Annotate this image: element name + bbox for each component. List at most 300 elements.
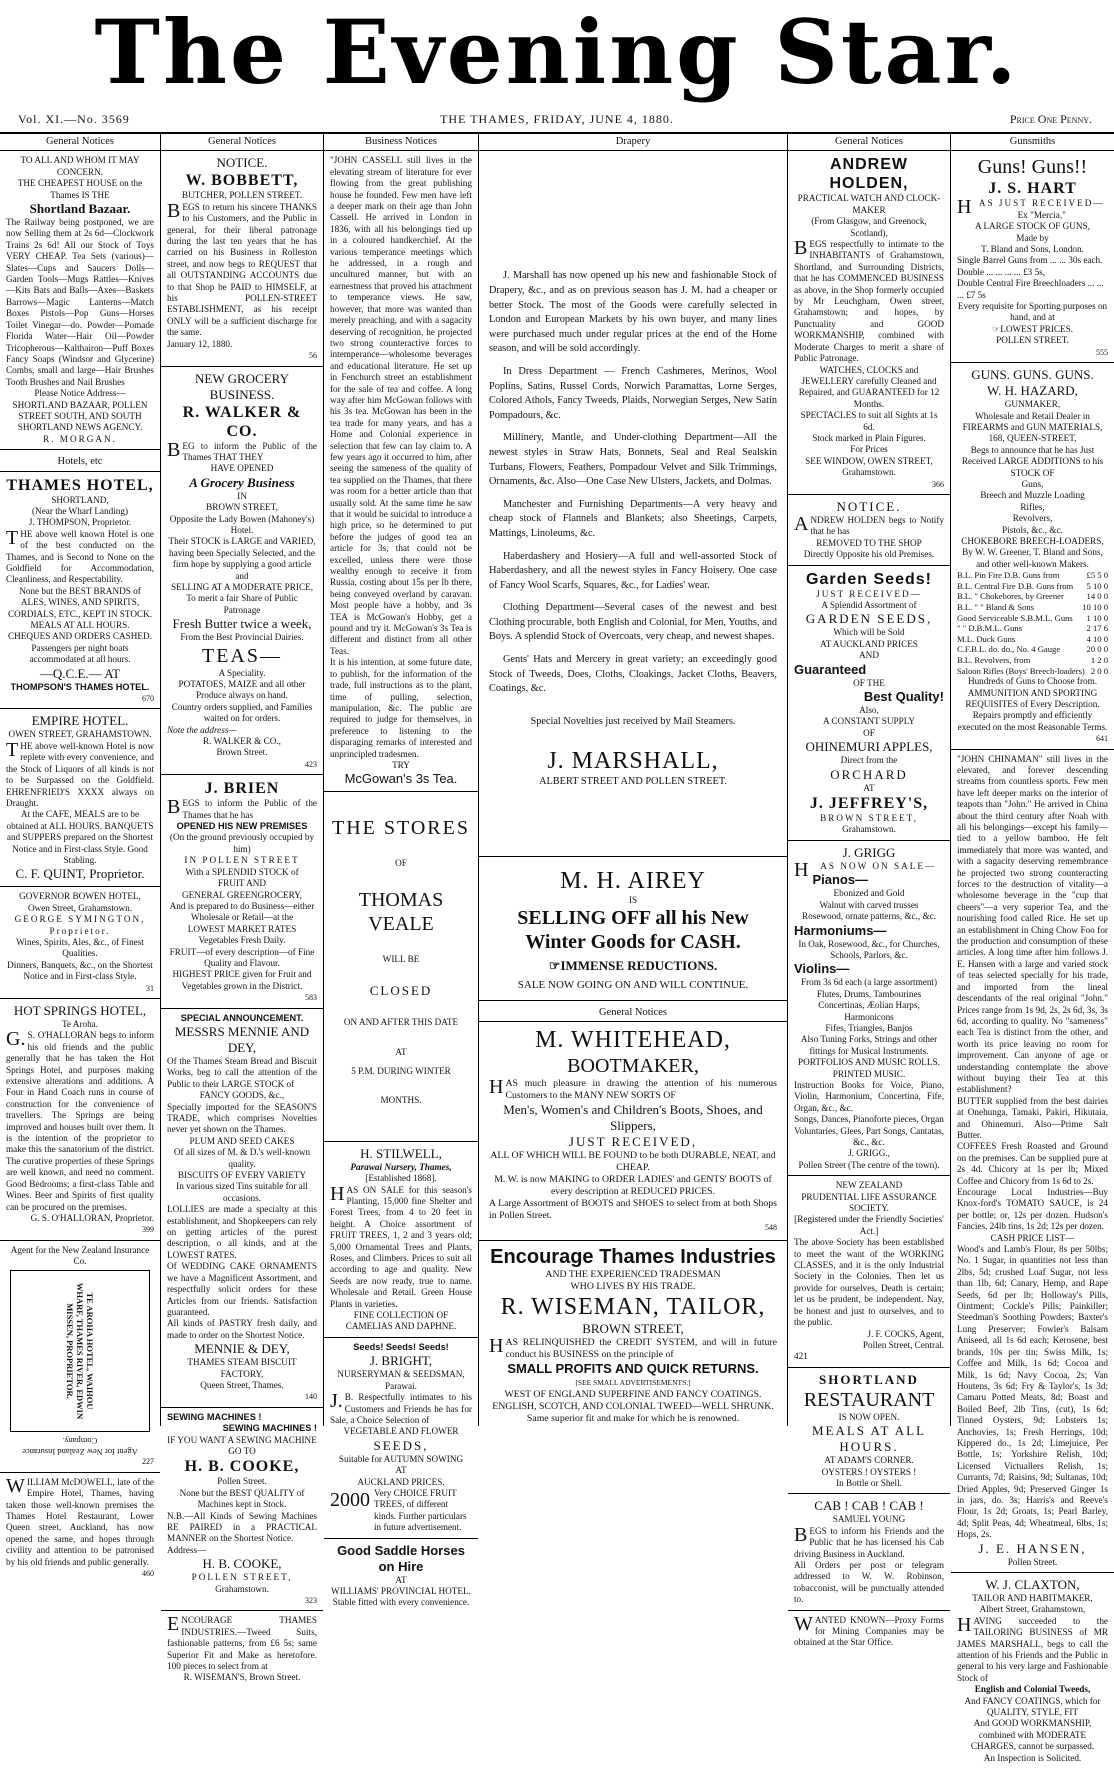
ad-text: AT AUCKLAND PRICES: [820, 638, 918, 649]
price-row: M.L. Duck Guns 4 10 0: [957, 633, 1108, 644]
ad-title: Guaranteed: [794, 661, 867, 677]
ad-body: "JOHN CHINAMAN" still lives in the elevated, and forever descending streams from countless sports. Few men have left deeper marks on the interior of teapots than "John." He arrived in China about the third century after Noah with all his belongings—except his family—tied to a yellow bamboo. He felt immediately that more was wanted, and with a sagacity deserving remembrance he projected two strong counteracting forces to the destruction of vitality—a wholesome beverage in the "cup that cheers"—a very superior Tea, and the nourishing food called Rice. He set up an establishment in Ching Chow Foo for the production and consumption of these articles. A long time after him follows J. E. Hansen with a large and varied stock of teas selected specially for his trade, and imported from the lineal descendants of the real original "John." Prices range from 1s 9d, 2s, 2s 6d, 3s, 3s 6d, according to quality. No "sameness" each Tea is distinct from the other, and worth its price leaving no room for improvement. Can anyone of age or understanding contemplate the above without buying their Tea at this establishment?: [957, 753, 1108, 1095]
ad-title: NOTICE.: [836, 498, 902, 514]
section-header: General Notices: [0, 134, 160, 151]
ad-text: Concertinas, Æolian Harps, Harmonicons: [818, 1000, 920, 1022]
ad-text: BROWN STREET,: [820, 813, 918, 824]
ad-body: Specially imported for the SEASON'S TRADE, which comprises Novelties never yet shown on the Thames.: [167, 1101, 317, 1135]
price-row: Saloon Rifles (Boys' Breech-loaders) 2 0 0: [957, 665, 1108, 676]
ad-title: Garden Seeds!: [806, 570, 932, 588]
ad-number: 399: [142, 1225, 154, 1235]
ad-body: Instruction Books for Voice, Piano, Violin, Harmonium, Concertina, Fife, Organ, &c., &c.: [794, 1079, 944, 1113]
ad-body: Of the Thames Steam Bread and Biscuit Works, beg to call the attention of the Public to their LARGE STOCK of: [167, 1055, 317, 1089]
ad-text: By W. W. Greener, T. Bland and Sons, and other well-known Makers.: [962, 547, 1103, 569]
stilwell-nursery-ad: [324, 1146, 478, 1338]
ad-text: Fifes, Triangles, Banjos: [825, 1022, 913, 1033]
ad-text: TAILOR AND HABITMAKER,: [972, 1593, 1093, 1603]
price-row: B.L. " " Bland & Sons 10 10 0: [957, 601, 1108, 612]
ad-title: MESSRS MENNIE AND DEY,: [174, 1023, 310, 1055]
ad-title: Encourage Thames Industries: [490, 1246, 776, 1269]
hazard-gunmaker-ad: [951, 367, 1114, 749]
ad-text: A LARGE STOCK OF GUNS,: [975, 221, 1090, 232]
ad-text: AT: [395, 1574, 407, 1585]
ad-body: HAS ON SALE for this season's Planting, 15,000 fine Shelter and Forest Trees, from 4 to 20 feet in height. A Choice assortment of FRUIT TREES, 1, 2 and 3 years old; 5,000 Ornamental Trees and Plants, Roses, and Climbers. Prices to suit all according to age and quality. New Seeds are now ready, true to name. Wholesale and Retail. Green House Plants in varieties.: [330, 1182, 472, 1309]
ad-text: OF: [863, 727, 875, 738]
issue-price: Price One Penny.: [1009, 112, 1092, 126]
ad-number: 423: [305, 759, 317, 769]
ad-title: McGowan's 3s Tea.: [344, 771, 458, 787]
governor-bowen-hotel-ad: [0, 891, 160, 999]
ad-body: The Railway being postponed, we are now Selling them at 2s 6d—Clockwork Trains 2s 6d! All our Stock of Toys VERY CHEAP. Tea Sets (various)—Slates—Cups and Saucers Dolls—Garden Tools—Mugs Rattles—Knives—Kits Bats and Balls—Axes—Baskets Barrows—Magic Lanterns—Match Boxes Pistols—Pop Guns—Horses Toilet Vinegar—do. Powder—Pomade Florida Water—Hair Oil—Powder Tricopherous—Kalthairon—Puff Boxes Fancy Soaps (Windsor and Glycerine) Combs, small and large—Hair Brushes Tooth Brushes and Nail Brushes: [6, 217, 154, 387]
ad-signature: J. F. COCKS, Agent,: [867, 1328, 944, 1339]
ad-body: "JOHN CASSELL still lives in the elevating stream of literature for ever flowing from the great publishing house he founded. Few men have left a deeper mark on their age than John Cassell. He arrived in London in 1836, with all his belongings tied up in a coloured handkerchief. At the various temperance meetings which he addressed, in a rough and uncultured manner, but with an earnestness that proved his attachment to temperance views. He saw, however, that more was wanted than merely preaching, and with a sagacity deserving of recognition, he projected two strong counteractive forces to intemperance—wholesome beverages and educational literature. He set up in Fenchurch street an establishment for the sale of tea and coffee. A long way after him McGowan follows with his 3s tea. McGowan has been in the tea trade for many years, and has a Home and Colonial experience in selection that few can lay claim to. A few years ago it occurred to him, after seeing the sameness of the quality of tea supplied on the Thames, that there was room for a better article than that usually sold. At the same time he saw that it would be suicidal to introduce a high price, so he determined to put before the judges of good tea an article for 3s, that could not be excelled, unless there were those wealthy enough to receive it from Russia, costing about 15s per lb there, being conveyed overland by caravan. Most people have a hobby, and 3s TEA is McGowan's Hobby, get a pound and try it. McGowan's 3s Tea is different and distinct from all other Teas.: [330, 155, 472, 656]
ad-title: EMPIRE HOTEL.: [31, 713, 129, 729]
ad-text: Grahamstown.: [215, 1583, 269, 1594]
ad-title: M. WHITEHEAD,: [535, 1027, 731, 1054]
masthead: [0, 0, 1114, 108]
ad-text: 5 P.M. DURING WINTER: [351, 1065, 451, 1076]
ad-date: January 12, 1880.: [167, 338, 233, 349]
ad-text: FRUIT—of every description—of Fine Quality and Flavour.: [169, 946, 315, 968]
claxton-tailor-ad: [951, 1577, 1114, 1768]
ad-text: Flutes, Drums, Tambourines: [816, 988, 922, 999]
ad-text: GUNMAKER,: [1004, 399, 1061, 410]
ad-number-big: 2000: [330, 1488, 370, 1511]
ad-body: Clothing Department—Several cases of the newest and best Clothing procurable, both English and Colonial, for Men, Youths, and Boys. A splendid Stock of Overcoats, very cheap, and newest shapes.: [489, 602, 777, 643]
ad-text: Which will be Sold: [833, 627, 905, 638]
ad-body: Millinery, Mantle, and Under-clothing Department—All the newest styles in Straw Hats, Bonnets, Seal and Real Sealskin Turbans, Flowers, Feathers, Pompadour Velvet and Silk Trimmings, Ornaments, &c. Also—One Case New Ulsters, Jackets, and Dolmas.: [489, 432, 777, 488]
ad-text: AT: [395, 1046, 407, 1057]
ad-text: Vegetables Fresh Daily.: [198, 935, 286, 946]
ad-text: In Oak, Rosewood, &c., for Churches, Schools, Parlors, &c.: [798, 938, 940, 960]
ad-text: Of all sizes of M. & D.'s well-known quality.: [173, 1147, 311, 1169]
ad-text: AT: [863, 782, 875, 793]
ad-title: Seeds! Seeds! Seeds!: [353, 1341, 449, 1352]
ad-text: IF YOU WANT A SEWING MACHINE: [167, 1434, 317, 1445]
ad-text: Double Central Fire Breechloaders ... ... ... £7 5s: [957, 278, 1104, 300]
ad-text: SALE NOW GOING ON AND WILL CONTINUE.: [517, 979, 749, 992]
ad-text: Directly Opposite his old Premises.: [803, 549, 935, 560]
ad-text: AND THE EXPERIENCED TRADESMAN: [545, 1269, 721, 1281]
ad-text: HAVE OPENED: [210, 463, 274, 474]
holden-watchmaker-ad: [788, 155, 950, 495]
te-aroha-hotel-ad: [0, 1245, 160, 1473]
ad-text: THE CHEAPEST HOUSE on the Thames IS THE: [17, 178, 143, 200]
ad-text: M. W. is now MAKING to ORDER LADIES' and GENTS' BOOTS of every description at REDUCED PRICES.: [494, 1174, 772, 1198]
ad-body: BEGS to inform the Public of the Thames that he has: [167, 796, 317, 820]
ad-text: 168, QUEEN-STREET,: [988, 433, 1077, 444]
volume-number: Vol. XI.—No. 3569: [18, 112, 130, 126]
column-2: [161, 134, 324, 1683]
ad-text: GARDEN SEEDS,: [805, 611, 933, 627]
ad-title: SHORTLAND: [819, 1371, 919, 1387]
ad-text: A Speciality.: [218, 667, 266, 678]
ad-text: OPENED HIS NEW PREMISES: [176, 821, 308, 832]
ad-body: WILLIAM McDOWELL, late of the Empire Hotel, Thames, having taken those well-known premises the Thames Hotel Restaurant, Lower Queen street, Auckland, has now opened the same, and hopes through civility and attention to be patronised by his old friends and public generally.: [6, 1474, 154, 1567]
ad-number: 140: [305, 1392, 317, 1402]
ad-text: AUCKLAND PRICES.: [357, 1476, 445, 1487]
ad-text: Ebonized and Gold: [833, 888, 905, 899]
ad-title: W. J. CLAXTON,: [985, 1577, 1080, 1592]
thomas-veale-ad: [324, 796, 478, 1141]
ad-title: Shortland Bazaar.: [29, 201, 131, 217]
ad-text: English and Colonial Tweeds,: [974, 1684, 1091, 1695]
ad-text: Fresh Butter twice a week,: [172, 616, 312, 632]
ad-text: JUST RECEIVED—: [816, 588, 922, 599]
ad-text: Breech and Muzzle Loading: [980, 490, 1085, 501]
column-3: [324, 134, 479, 1608]
ad-text: THOMPSON'S THAMES HOTEL.: [10, 681, 150, 692]
ad-body: BEGS to return his sincere THANKS to his Customers, and the Public in general, for their liberal patronage during the last ten years that he has carried on his Business in Rolleston street, and now begs to REQUEST that all OUTSTANDING ACCOUNTS due to that Shop be PAID to HIMSELF, at his POLLEN-STREET ESTABLISHMENT, as his receipt ONLY will be a sufficient discharge for the same.: [167, 199, 317, 338]
ad-title: BOOTMAKER,: [567, 1055, 699, 1078]
ad-title: THE STORES: [332, 817, 470, 840]
prudential-assurance-ad: [788, 1180, 950, 1368]
ad-signature: G. S. O'HALLORAN, Proprietor.: [30, 1212, 154, 1223]
ad-text: Stable fitted with every convenience.: [332, 1597, 470, 1608]
ad-title: Good Saddle Horses: [337, 1542, 465, 1558]
masthead-title: The Evening Star.: [94, 0, 1020, 104]
ad-text: ALBERT STREET AND POLLEN STREET.: [539, 776, 727, 788]
ad-text: And is prepared to do Business—either Wholesale or Retail—at the: [169, 900, 315, 923]
ad-text: Agent for the New Zealand Insurance Co.: [10, 1244, 150, 1267]
ad-title: J. GRIGG: [842, 844, 896, 860]
ad-title: SPECIAL ANNOUNCEMENT.: [180, 1012, 304, 1023]
ad-body: BUTTER supplied from the best dairies at Onehunga, Tamaki, Pakiri, Hikutaia, and Ohinemuri. Also—Prime Salt Butter.: [957, 1095, 1108, 1140]
wiseman-tailor-ad: [479, 1245, 787, 1431]
ad-text: GO TO: [228, 1445, 256, 1456]
price-row: B.L. Central Fire D.B. Guns from 5 10 0: [957, 580, 1108, 591]
ad-text: Pollen Street (The centre of the town).: [798, 1159, 940, 1170]
ad-text: SEEDS,: [373, 1437, 429, 1453]
ad-text: IN: [237, 490, 247, 501]
ad-body: BEGS to inform his Friends and the Public that he has licensed his Cab driving Business in Auckland.: [794, 1523, 944, 1559]
ad-text: HAS NOW ON SALE—: [794, 858, 937, 881]
section-header: General Notices: [161, 134, 323, 151]
ad-text: [Established 1868].: [365, 1173, 437, 1184]
ad-text: FINE COLLECTION OF CAMELIAS AND DAPHNE.: [345, 1310, 457, 1332]
ad-title: H. STILWELL,: [360, 1145, 442, 1161]
ad-text: Wines, Spirits, Ales, &c., of Finest Qualities.: [16, 936, 144, 959]
ad-text: Every requisite for Sporting purposes on hand, and at: [957, 301, 1108, 323]
ad-text: BROWN STREET,: [206, 502, 278, 513]
ad-text: Passengers per night boats accommodated at all hours.: [29, 642, 131, 665]
ad-text: JUST RECEIVED,: [568, 1134, 698, 1150]
ad-title: GOVERNOR BOWEN HOTEL,: [19, 891, 141, 902]
ad-title: Pianos—: [812, 872, 869, 888]
ad-number: 227: [142, 1457, 154, 1467]
ad-text: POTATOES, MAIZE and all other Produce always on hand.: [178, 679, 306, 701]
section-header: General Notices: [479, 1005, 787, 1022]
price-row: B.L. Pin Fire D.B. Guns from £5 5 0: [957, 570, 1108, 581]
ad-signature: C. F. QUINT, Proprietor.: [15, 866, 145, 882]
ad-text: None but the BEST BRANDS of ALES, WINES, AND SPIRITS, CORDIALS, ETC., KEPT IN STOCK.: [7, 585, 153, 619]
ad-text: [SEE SMALL ADVERTISEMENTS.]: [575, 1378, 691, 1388]
ad-title: SEWING MACHINES !: [167, 1411, 262, 1422]
ad-text: BISCUITS OF EVERY VARIETY: [177, 1170, 307, 1181]
pointing-hand-icon: ☞: [991, 323, 1001, 334]
shortland-bazaar-ad: [0, 155, 160, 450]
column-4: [479, 134, 788, 1426]
ad-text: None but the BEST QUALITY of Machines kept in Stock.: [179, 1487, 305, 1510]
ad-number: 421: [794, 1351, 808, 1362]
ad-signature: R. WISEMAN'S, Brown Street.: [183, 1672, 301, 1683]
price-row: B.L. Revolvers, from 1 2 0: [957, 654, 1108, 665]
ad-title: GUNS. GUNS. GUNS.: [971, 367, 1094, 383]
price-row: Good Serviceable S.B.M.L. Guns 1 10 0: [957, 612, 1108, 623]
ad-number: 366: [932, 479, 944, 489]
ad-body: HAS RELINQUISHED the CREDIT SYSTEM, and will in future conduct his BUSINESS on the principle of: [489, 1335, 777, 1361]
ad-text: OF THE: [853, 677, 885, 688]
airey-sale-ad: [479, 861, 787, 1001]
ad-text: CHOKEBORE BREECH-LOADERS,: [961, 535, 1104, 546]
inverted-text: Agent for New Zealand Insurance Company.: [22, 1434, 138, 1457]
hart-guns-ad: [951, 155, 1114, 363]
ad-text: TO ALL AND WHOM IT MAY CONCERN.: [20, 155, 140, 177]
walker-grocery-ad: [161, 371, 323, 776]
ad-text: SEE WINDOW, OWEN STREET,: [805, 455, 933, 466]
ad-text: IN POLLEN STREET: [184, 855, 300, 866]
ad-text: For Prices: [850, 444, 888, 455]
ad-number: 641: [1096, 734, 1108, 744]
ad-text: At the CAFE, MEALS are to be obtained at ALL HOURS. BANQUETS and SUPPERS prepared on the Shortest Notice and in First-class Style. Good Stabling.: [6, 809, 154, 865]
ad-text: (Near the Wharf Landing): [32, 505, 128, 516]
ad-text: OWEN STREET, GRAHAMSTOWN.: [8, 729, 152, 740]
ad-body: THE above well known Hotel is one of the best conducted on the Thames, and is Second to None on the Goldfield for Accommodation, Cleanliness, and Respectability.: [6, 526, 154, 585]
ad-text: CLOSED: [369, 983, 433, 999]
ad-text: PRINTED MUSIC.: [832, 1068, 906, 1079]
ad-text: Address—: [167, 1544, 207, 1555]
price-row: B.L. " Chokebores, by Greener 14 0 0: [957, 591, 1108, 602]
ad-title: J. MARSHALL,: [547, 748, 719, 775]
ad-text: BROWN STREET,: [582, 1321, 684, 1337]
ad-text: LOWEST MARKET RATES: [187, 923, 297, 934]
ad-body: J.B. Respectfully intimates to his Customers and Friends he has for Sale, a Choice Selection of: [330, 1390, 472, 1425]
ad-text: AT: [395, 1465, 407, 1476]
ad-text: Pollen Street, Central.: [862, 1339, 944, 1350]
ad-text: POLLEN STREET,: [191, 1572, 293, 1583]
ad-text: Note the address—: [167, 724, 237, 735]
ad-text: HIGHEST PRICE given for Fruit and Vegetables grown in the District.: [172, 969, 312, 991]
ad-body: HAS much pleasure in drawing the attention of his numerous Customers to the MANY NEW SORTS OF: [489, 1076, 777, 1102]
ad-body: Manchester and Furnishing Departments—A very heavy and cheap stock of Flannels and Blankets; also Sheetings, Carpets, Mattings, Linoleums, &c.: [489, 498, 777, 539]
mennie-dey-ad: [161, 1013, 323, 1408]
ad-title: Best Quality!: [863, 689, 944, 705]
ad-title: NOTICE.: [216, 155, 268, 171]
ad-text: IS: [628, 895, 638, 906]
ad-text: Ex "Mercia,": [1017, 209, 1066, 220]
ad-text: A Splendid Assortment of: [821, 600, 917, 610]
pointing-hand-icon: ☞: [548, 958, 561, 974]
ad-text: To merit a fair Share of Public Patronage: [186, 593, 298, 615]
ad-text: SAMUEL YOUNG: [832, 1514, 906, 1525]
ad-body: BEGS respectfully to intimate to the INHABITANTS of Grahamstown, Shortland, and Surrounding Districts, that he has COMMENCED BUSINESS as above, in the Shop formerly occupied by Mr Leuchgham, Owen street, Grahamstown; and hopes, by Punctuality and GOOD WORKMANSHIP, combined with Moderate Charges to merit a share of Public Patronage.: [794, 237, 944, 364]
ad-text: Suitable for AUTUMN SOWING: [338, 1453, 464, 1464]
ad-text: Their STOCK is LARGE and VARIED, having been Specially Selected, and the firm hope by supplying a good article and: [168, 536, 316, 581]
section-header: Hotels, etc: [0, 454, 160, 471]
ad-title: RESTAURANT: [803, 1388, 935, 1411]
ad-text: PRACTICAL WATCH AND CLOCK-MAKER: [797, 193, 941, 215]
dateline: [0, 108, 1114, 134]
ad-text: Also Tuning Forks, Strings and other fittings for Musical Instruments.: [800, 1034, 938, 1056]
price-row: " " D.B.M.L. Guns 2 17 6: [957, 623, 1108, 634]
ad-body: BEG to inform the Public of the Thames THAT THEY: [167, 438, 317, 462]
ad-signature: J. GRIGG.,: [848, 1148, 890, 1159]
ad-body: LOLLIES are made a specialty at this establishment, and Shopkeepers can rely on getting articles of the purest description, o all kinds, and at the LOWEST RATES.: [167, 1204, 317, 1260]
ad-number: 460: [142, 1569, 154, 1578]
ad-title: R. WALKER & CO.: [182, 403, 302, 440]
ad-text: CASH PRICE LIST—: [990, 1232, 1075, 1243]
ad-text: HAS JUST RECEIVED—: [957, 196, 1105, 219]
ad-text: REMOVED TO THE SHOP: [816, 537, 922, 548]
ad-text: Begs to announce that he has Just Received LARGE ADDITIONS to his STOCK OF: [961, 444, 1104, 478]
cab-service-ad: [788, 1498, 950, 1610]
mcgowan-tea-ad: [324, 155, 478, 792]
ad-text: NURSERYMAN & SEEDSMAN,: [337, 1369, 465, 1380]
wiseman-tweed-ad: [161, 1615, 323, 1687]
ad-text: AT ADAM'S CORNER.: [824, 1455, 914, 1466]
ad-text: Hundreds of Guns to Choose from.: [967, 676, 1098, 687]
ad-text: PLUM AND SEED CAKES: [189, 1135, 295, 1146]
ad-text: PORTFOLIOS AND MUSIC ROLLS.: [798, 1057, 940, 1068]
ad-number: 583: [305, 993, 317, 1003]
ad-text: IS NOW OPEN.: [838, 1411, 900, 1422]
ad-text: AND: [859, 650, 879, 661]
ad-text: GENERAL GREENGROCERY,: [182, 889, 302, 900]
ad-body: Encourage Local Industries—Buy Knox-ford's TOMATO SAUCE, is 24 per bottle; or, 12s per dozen. Hudson's Fancies, 24lb tins, 1s 2d; 12s per dozen.: [957, 1187, 1108, 1232]
ad-text: A Grocery Business: [189, 474, 295, 490]
ad-text: MEALS AT ALL HOURS.: [811, 1423, 927, 1455]
ad-text: Very CHOICE FRUIT TREES, of different kinds. Further particulars in future advertisement.: [374, 1487, 467, 1533]
ad-text: SHORTLAND,: [51, 494, 109, 505]
ad-number: 548: [765, 1223, 777, 1233]
ad-body: The above Society has been established to meet the want of the WORKING CLASSES, and it is the only Industrial Society in the Colonies. Then let us provide for ourselves, Death is certain; let us be prudent, be independent. Nay, be honest and just to ourselves, and to the public.: [794, 1237, 944, 1328]
ad-text: Please Notice Address— SHORTLAND BAZAAR, POLLEN STREET SOUTH, AND SOUTH SHORTLAND NEWS AGENCY.: [12, 388, 148, 433]
ad-text: Pistols, &c., &c.: [1002, 524, 1063, 535]
ad-text: NEW ZEALAND: [835, 1180, 903, 1191]
ad-text: In Bottle or Shell.: [836, 1477, 902, 1488]
ad-text: In various sized Tins suitable for all occasions.: [176, 1181, 308, 1203]
ad-text: Walnut with carved trusses: [819, 899, 919, 910]
ad-body: N.B.—All Kinds of Sewing Machines RE PAIRED in a PRACTICAL MANNER on the Shortest Notice.: [167, 1510, 317, 1544]
ad-title: J. S. HART: [988, 180, 1077, 198]
ad-text: Pollen Street.: [217, 1476, 267, 1487]
ad-text: Revolvers,: [1012, 513, 1053, 524]
ad-text: Grahamstown.: [842, 824, 896, 835]
ad-text: From 3s 6d each (a large assortment): [800, 977, 938, 988]
ad-text: Opposite the Lady Bowen (Mahoney's) Hotel.: [169, 513, 315, 535]
hot-springs-hotel-ad: [0, 1003, 160, 1241]
column-5: [788, 134, 951, 1648]
ad-text: Special Novelties just received by Mail Steamers.: [530, 715, 736, 727]
ad-text: OF: [395, 858, 407, 869]
ad-text: Double ... ... ... ... £3 5s,: [957, 266, 1046, 277]
empire-hotel-ad: [0, 713, 160, 887]
ad-title: W. H. HAZARD,: [987, 383, 1078, 399]
ad-text: FANCY GOODS, &c.,: [199, 1090, 285, 1101]
ad-text: And FANCY COATINGS, which for QUALITY, STYLE, FIT: [964, 1695, 1101, 1718]
ad-signature: R. WALKER & CO.,: [203, 736, 281, 747]
ad-title: CAB ! CAB ! CAB !: [814, 1498, 924, 1514]
ad-text: POLLEN STREET.: [996, 335, 1069, 346]
ad-text: BUTCHER, POLLEN STREET.: [181, 190, 303, 201]
sewing-machines-ad: [161, 1412, 323, 1612]
ad-title: R. WISEMAN, TAILOR,: [500, 1294, 766, 1321]
ad-number: 31: [146, 983, 154, 993]
ad-text: TRY: [392, 759, 410, 770]
ad-title: THAMES HOTEL,: [6, 476, 154, 494]
ad-body: G.S. O'HALLORAN begs to inform his old friends and the public generally that he has taken the Hot Springs Hotel, and purposes making extensive alterations and additions. A Four in Hand Coach runs in course of construction for the convenience of travellers. The Springs are being improved and houses built over them. It is the intention of the proprietor to make this the sanatorium of the district. The curative properties of these Springs are well known, and need no comment. Good Bedrooms; a first-class Table and Wines. Beer and Spirits of first quality can be procured on the premises.: [6, 1028, 154, 1212]
ad-title: SELLING OFF all his New Winter Goods for CASH.: [517, 907, 749, 954]
ad-text: ORCHARD: [830, 766, 908, 782]
ad-title: HOT SPRINGS HOTEL,: [13, 1003, 147, 1018]
ad-body: It is his intention, at some future date, to publish, for the information of the trade, full instructions as to the plant, time of pulling, selection, manipulation, &c. The public are required to judge for themselves, in preference to listening to the disparaging remarks of interested and unprincipled tradesmen.: [330, 657, 472, 759]
ad-body: J. Marshall has now opened up his new and fashionable Stock of Drapery, &c., and as on previous season has J. M. had a cheaper or better Stock. The most of the Goods were carefully selected in London and European Markets by his own buyer, and many lines were purchased much under regular prices at the end of the Home season, and will be sold accordingly.: [489, 270, 777, 355]
ad-text: IMMENSE REDUCTIONS.: [560, 958, 718, 974]
wanted-known-ad: [788, 1612, 950, 1653]
ad-text: (From Glasgow, and Greenock, Scotland),: [811, 216, 927, 238]
ad-body: ENCOURAGE THAMES INDUSTRIES.—Tweed Suits, fashionable patterns, from £6 5s; same Superior Fit and Make as heretofore. 100 pieces to select from at: [167, 1613, 317, 1672]
ad-text: Te Aroha.: [61, 1019, 99, 1029]
ad-body: COFFEES Fresh Roasted and Ground on the premises. Can be supplied pure at 2s 4d. Chicory at 1s per lb; Mixed Coffee and Chicory from 1s 6d to 2s.: [957, 1141, 1108, 1186]
ad-text: A CONSTANT SUPPLY: [822, 716, 916, 727]
ad-text: An Inspection is Solicited.: [983, 1752, 1082, 1763]
brien-fruiterer-ad: [161, 779, 323, 1008]
ad-text: Dinners, Banquets, &c., on the Shortest Notice and in First-class Style.: [7, 959, 153, 982]
ad-text: Stock marked in Plain Figures.: [812, 432, 926, 443]
ad-text: MEALS AT ALL HOURS.: [30, 620, 130, 631]
ad-text: Wholesale and Retail Dealer in FIREARMS and GUN MATERIALS,: [962, 410, 1103, 432]
ad-number: 56: [309, 351, 317, 361]
ad-text: Songs, Dances, Pianoforte pieces, Organ Voluntaries, Glees, Part Songs, Cantatas, &c., &c.: [794, 1114, 944, 1147]
ad-body: In Dress Department — French Cashmeres, Merinos, Wool Poplins, Satins, Russel Cords, Norwich Paramattas, Lorne Serges, Colored Athols, Fancy Tweeds, Plaids, Norwegian Serges, New Satin Pompadours, &c.: [489, 365, 777, 421]
ad-text: T. Bland and Sons, London.: [981, 244, 1084, 255]
holden-removal-ad: [788, 499, 950, 566]
bobbett-butcher-ad: [161, 155, 323, 366]
whitehead-bootmaker-ad: [479, 1026, 787, 1241]
ad-text: Single Barrel Guns from ... ... 30s each.: [957, 255, 1103, 266]
ad-title: J. BRIGHT,: [369, 1353, 433, 1369]
ad-body: Gents' Hats and Mercery in great variety; an exceedingly good Stock of Tweeds, Does, Cloths, Cloakings, Jacket Cloths, Beavers, Coatings, &c.: [489, 654, 777, 695]
ad-signature: MENNIE & DEY,: [194, 1341, 290, 1357]
ad-title: M. H. AIREY: [560, 868, 706, 895]
ad-body: Of WEDDING CAKE ORNAMENTS we have a Magnificent Assortment, and respectfully solicit orders for these Articles from our friends. Satisfaction guaranteed.: [167, 1261, 317, 1317]
rotated-ad-text: TE AROHA HOTEL, WAIHOU WHARF, THAMES RIVER, EDWIN MISSEN, PROPRIETOR.: [65, 1282, 95, 1419]
ad-text: Rosewood, ornate patterns, &c., &c.: [802, 911, 936, 922]
ad-text: J. THOMPSON, Proprietor.: [28, 517, 132, 528]
ad-text: Brown Street.: [216, 747, 268, 758]
ad-body: THE above well-known Hotel is now replete with every convenience, and the Stock of Liquors of all kinds is not to be Surpassed on the Goldfield. EHRENFRIED'S XXXX always on Draught.: [6, 738, 154, 808]
ad-text: Made by: [1016, 232, 1049, 243]
mcdowell-restaurant-ad: [0, 1474, 160, 1584]
ad-text: OHINEMURI APPLES,: [805, 739, 933, 755]
ad-text: WHO LIVES BY HIS TRADE.: [570, 1281, 696, 1293]
ad-body: WANTED KNOWN—Proxy Forms for Mining Companies may be obtained at the Star Office.: [794, 1612, 944, 1648]
ad-text: Albert Street, Grahamstown,: [979, 1604, 1086, 1615]
price-table: [957, 570, 1108, 676]
ad-text: Parawai Nursery, Thames,: [350, 1161, 452, 1172]
ad-title: J. BRIEN: [204, 780, 280, 798]
ad-text: GEORGE SYMINGTON, Proprietor.: [14, 914, 146, 936]
ad-number: 323: [305, 1596, 317, 1606]
ad-body: A Large Assortment of BOOTS and SHOES to select from at both Shops in Pollen Street.: [489, 1198, 777, 1222]
ad-text: SPECTACLES to suit all Sights at 1s 6d.: [800, 410, 938, 432]
ad-text: WEST OF ENGLAND SUPERFINE AND FANCY COATINGS. ENGLISH, SCOTCH, AND COLONIAL TWEED—WELL SHRUNK.: [492, 1389, 774, 1413]
rotated-ad-box: [10, 1270, 150, 1432]
ad-title: on Hire: [378, 1558, 424, 1574]
thames-hotel-ad: [0, 476, 160, 710]
marshall-drapery-ad: [479, 155, 787, 857]
ad-text: Queen Street, Thames.: [200, 1379, 284, 1390]
